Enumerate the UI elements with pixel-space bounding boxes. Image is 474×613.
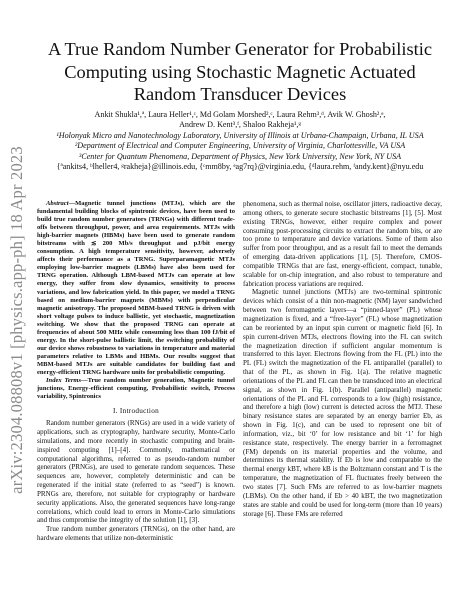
author-block [30, 110, 450, 172]
arxiv-stamp [4, 146, 30, 494]
index-terms-text: —True random number generation, Magnetic tunnel junctions, Energy-efficient computing, Probabilistic switch, Process variability, Spintronics [37, 377, 235, 401]
body-paragraph: Magnetic tunnel junctions (MTJs) are two-terminal spintronic devices which consist of a thin non-magnetic (NM) layer sandwiched between two ferromagnetic layers—a “pinned-layer” (PL) whose magnetization is fixed, and a “free-layer” (FL) whose magnetization can be reoriented by an input spin current or magnetic field [6]. In spin current-driven MTJs, electrons flowing into the FL can switch the magnetization direction if sufficient angular momentum is transferred to this layer. Electrons flowing from the FL (PL) into the PL (FL) switch the magnetization of the FL antiparallel (parallel) to that of the PL, as shown in Fig. 1(a). The relative magnetic orientations of the PL and FL can then be transduced into an electrical signal, as shown in Fig. 1(b). Parallel (antiparallel) magnetic orientations of the PL and FL corresponds to a low (high) resistance, and therefore a high (low) current is detected across the MTJ. These binary resistance states are separated by an energy barrier Eb, as shown in Fig. 1(c), and can be used to represent one bit of information, viz., bit ‘0’ for low resistance and bit ‘1’ for high resistance state, respectively. The energy barrier in a ferromagnet (FM) depends on its material properties and the volume, and determines its thermal stability. If Eb is low and comparable to the thermal energy kBT, where kB is the Boltzmann constant and T is the temperature, the magnetization of FL fluctuates freely between the two states [7]. Such FMs are referred to as low-barrier magnets (LBMs). On the other hand, if Eb > 40 kBT, the two magnetization states are stable and could be used for long-term (more than 10 years) storage [6]. These FMs are referred [243, 288, 442, 518]
affiliation-line: ³Center for Quantum Phenomena, Department of Physics, New York University, New York, NY USA [78, 151, 402, 161]
affiliation-line: ¹Holonyak Micro and Nanotechnology Laboratory, University of Illinois at Urbana-Champaign, Urbana, IL USA [56, 130, 424, 140]
abstract-text: —Magnetic tunnel junctions (MTJs), which are the fundamental building blocks of spintronic devices, have been used to build true random number generators (TRNGs) with different trade-offs between throughput, power, and area requirements. MTJs with high-barrier magnets (HBMs) have been used to generate random bitstreams with ≲ 200 Mb/s throughput and pJ/bit energy consumption. A high temperature sensitivity, however, adversely affects their performance as a TRNG. Superparamagnetic MTJs employing low-barrier magnets (LBMs) have also been used for TRNG operation. Although LBM-based MTJs can operate at low energy, they suffer from slow dynamics, sensitivity to process variations, and low fabrication yield. In this paper, we model a TRNG based on medium-barrier magnets (MBMs) with perpendicular magnetic anisotropy. The proposed MBM-based TRNG is driven with short voltage pulses to induce ballistic, yet stochastic, magnetization switching. We show that the proposed TRNG can operate at frequencies of about 500 MHz while consuming less than 100 fJ/bit of energy. In the short-pulse ballistic limit, the switching probability of our device shows robustness to variations in temperature and material parameters relative to LBMs and HBMs. Our results suggest that MBM-based MTJs are suitable candidates for building fast and energy-efficient TRNG hardware units for probabilistic computing. [37, 200, 235, 376]
author-line: Andrew D. Kent³,ᶠ, Shaloo Rakheja¹,ᵍ [179, 120, 301, 130]
paper-title [30, 38, 450, 106]
index-terms [37, 377, 235, 401]
arxiv-id-label: arXiv:2304.08808v1 [physics.app-ph] 18 Apr 2023 [7, 146, 26, 494]
title-line: Random Transducer Devices [133, 84, 347, 104]
affiliation-line: ²Department of Electrical and Computer Engineering, University of Virginia, Charlottesville, VA USA [74, 141, 406, 151]
author-line: Ankit Shukla¹,ª, Laura Heller¹,ᶜ, Md Golam Morshed²,ᶜ, Laura Rehm³,ᵈ, Avik W. Ghosh²,ᵉ, [94, 110, 386, 119]
abstract-label: Abstract [46, 200, 69, 207]
title-line: A True Random Number Generator for Probabilistic [47, 39, 433, 59]
right-column [243, 200, 442, 518]
section-heading: I. Introduction [112, 407, 160, 416]
abstract [37, 200, 235, 377]
title-line: Computing using Stochastic Magnetic Actuated [64, 61, 416, 82]
left-column [37, 200, 235, 543]
author-emails: {ªankits4, ᵇlheller4, ᵍrakheja}@illinois.edu, {ᶜmm8by, ᵉag7rq}@virginia.edu, {ᵈlaura.rehm, ᶠandy.kent}@nyu.edu [56, 162, 424, 172]
body-paragraph: phenomena, such as thermal noise, oscillator jitters, radioactive decay, among others, to generate secure stochastic bitstreams [1], [5]. Most existing TRNGs, however, either require complex and power consuming post-processing circuits to extract the random bits, or are too prone to temperature and device variations. Some of them also suffer from poor throughput, and as a result fail to meet the demands of emerging data-driven applications [1], [5]. Therefore, CMOS-compatible TRNGs that are fast, energy-efficient, compact, tunable, scalable for on-chip integration, and also robust to temperature and fabrication process variations are required. [243, 200, 442, 288]
intro-paragraph: True random number generators (TRNGs), on the other hand, are hardware elements that utilize non-deterministic [37, 525, 235, 543]
index-terms-label: Index Terms [46, 377, 82, 385]
intro-paragraph: Random number generators (RNGs) are used in a wide variety of applications, such as cryptography, hardware security, Monte-Carlo simulations, and more recently in stochastic computing and brain-inspired computing [1]–[4]. Commonly, mathematical or computational algorithms, referred to as pseudo-random number generators (PRNGs), are used to generate random sequences. These sequences are, however, completely deterministic and can be regenerated if the initial state (referred to as “seed”) is known. PRNGs are, therefore, not suitable for cryptography or hardware security applications. Also, the generated sequences have long-range correlations, which could lead to errors in Monte-Carlo simulations and thus compromise the integrity of the solution [1], [3]. [37, 419, 235, 525]
